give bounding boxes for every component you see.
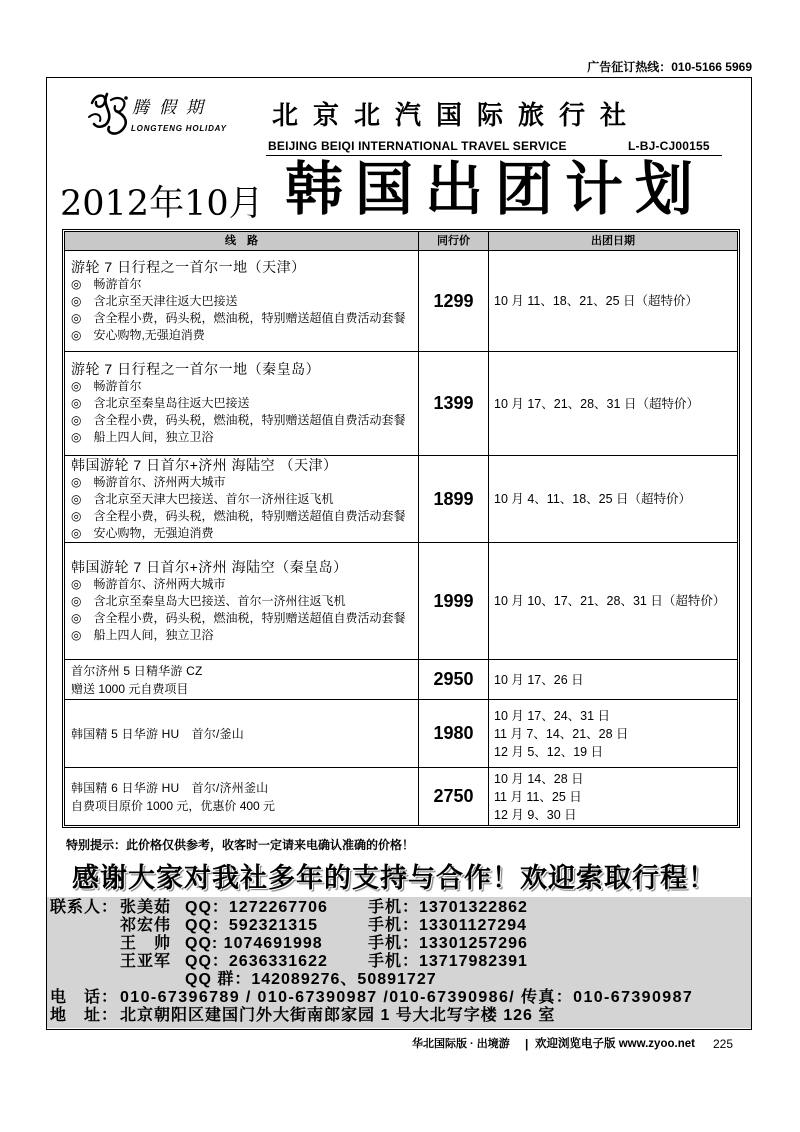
table-row [65,700,737,768]
agency-license: L-BJ-CJ00155 [628,139,710,153]
route-cell [65,352,418,455]
price-cell [418,543,488,659]
contact-qq: QQ：1272267706 [185,899,328,916]
departure-dates: 10 月 14、28 日 [494,771,584,786]
table-row [65,543,737,660]
phone-label: 电 话： [50,989,119,1006]
route-detail: 赠送 1000 元自费项目 [71,681,189,696]
departure-dates: 10 月 10、17、21、28、31 日（超特价） [494,594,726,608]
table-row [65,456,737,543]
route-detail: ◎ 含全程小费，码头税，燃油税，特别赠送超值自费活动套餐 [71,413,406,427]
route-detail: ◎ 畅游首尔 [71,276,142,291]
departure-dates: 10 月 17、26 日 [494,672,584,687]
price-notice: 特别提示：此价格仅供参考，收客时一定请来电确认准确的价格！ [66,838,415,852]
route-title: 游轮 7 日行程之一首尔一地（天津） [71,258,306,275]
contact-mobile: 手机：13301127294 [368,917,528,934]
departure-dates: 12 月 9、30 日 [494,807,577,822]
dates-cell [488,543,737,659]
departure-dates: 10 月 11、18、21、25 日（超特价） [494,294,699,308]
table-row [65,768,737,825]
route-detail: ◎ 含全程小费，码头税，燃油税，特别赠送超值自费活动套餐 [71,610,406,625]
table-row [65,352,737,456]
dates-cell [488,660,737,699]
route-detail: 自费项目原价 1000 元，优惠价 400 元 [71,798,276,813]
price-cell [418,456,488,542]
route-cell [65,251,418,351]
route-detail: ◎ 畅游首尔、济州两大城市 [71,576,226,591]
table-row [65,660,737,700]
departure-dates: 12 月 5、12、19 日 [494,744,604,759]
departure-dates: 10 月 17、24、31 日 [494,708,611,723]
route-detail: ◎ 含全程小费，码头税，燃油税，特别赠送超值自费活动套餐 [71,508,406,523]
contact-mobile: 手机：13717982391 [368,953,528,970]
logo-name-cn: 腾假期 [132,98,213,117]
contact-line [50,917,750,935]
route-cell [65,660,418,699]
price-value: 2950 [433,669,474,689]
contact-qq: QQ：2636331622 [185,953,328,970]
route-detail: ◎ 含北京至秦皇岛往返大巴接送 [71,396,250,410]
price-cell [418,700,488,767]
contacts-label: 联系人： [50,899,119,916]
route-cell [65,768,418,825]
price-value: 1399 [433,393,474,413]
route-detail: ◎ 含全程小费，码头税，燃油税，特别赠送超值自费活动套餐 [71,310,406,325]
contact-name: 王亚军 [120,953,172,970]
price-cell [418,768,488,825]
schedule-table [62,229,740,828]
table-row [65,251,737,352]
route-title: 韩国精 6 日华游 HU 首尔/济州釜山 [71,780,269,795]
contact-name: 张美茹 [120,899,172,916]
route-detail: ◎ 安心购物，无强迫消费 [71,525,214,540]
price-cell [418,352,488,455]
route-title: 韩国游轮 7 日首尔+济州 海陆空 （天津） [71,456,338,473]
contact-qq: QQ：592321315 [185,917,318,934]
route-title: 首尔济州 5 日精华游 CZ [71,663,203,678]
route-detail: ◎ 畅游首尔、济州两大城市 [71,474,226,489]
route-title: 韩国游轮 7 日首尔+济州 海陆空（秦皇岛） [71,558,348,575]
dates-cell [488,251,737,351]
agency-name-cn: 北京北汽国际旅行社 [272,100,642,130]
address-line [50,1007,750,1025]
contact-line [50,953,750,971]
slogan: 感谢大家对我社多年的支持与合作！欢迎索取行程！ [72,863,716,893]
departure-dates: 10 月 17、21、28、31 日（超特价） [494,396,699,411]
phone-value: 010-67396789 / 010-67390987 /010-67390986/ 传真：010-67390987 [120,989,694,1006]
header-route: 线 路 [225,235,258,247]
header-price: 同行价 [418,232,488,250]
dates-cell [488,768,737,825]
route-detail: ◎ 含北京至秦皇岛大巴接送、首尔一济州往返飞机 [71,593,346,608]
route-detail: ◎ 畅游首尔 [71,379,142,393]
table-header-row [65,232,737,251]
dates-cell [488,456,737,542]
title-period: 2012年10月 [60,184,264,224]
footer-site: 欢迎浏览电子版 www.zyoo.net [535,1038,695,1050]
route-cell [65,456,418,542]
route-detail: ◎ 安心购物,无强迫消费 [71,327,205,342]
contact-mobile: 手机：13701322862 [368,899,528,916]
route-detail: ◎ 船上四人间，独立卫浴 [71,627,214,642]
route-detail: ◎ 船上四人间，独立卫浴 [71,430,214,444]
contact-line [50,935,750,953]
page-title: 韩国出团计划 [285,157,706,222]
route-detail: ◎ 含北京至天津大巴接送、首尔一济州往返飞机 [71,491,334,506]
price-value: 1980 [433,723,474,743]
header-dates: 出团日期 [488,232,737,250]
route-cell [65,543,418,659]
departure-dates: 10 月 4、11、18、25 日（超特价） [494,492,692,506]
longteng-logo-icon [86,90,134,138]
price-cell [418,660,488,699]
price-value: 2750 [433,786,474,806]
contact-qq: QQ: 1074691998 [185,935,323,952]
qq-group: QQ 群：142089276、50891727 [185,971,437,988]
route-title: 游轮 7 日行程之一首尔一地（秦皇岛） [71,361,321,377]
qq-group-line [50,971,750,989]
price-value: 1299 [433,290,474,311]
departure-dates: 11 月 11、25 日 [494,789,582,804]
dates-cell [488,352,737,455]
dates-cell [488,700,737,767]
route-title: 韩国精 5 日华游 HU 首尔/釜山 [71,726,244,741]
page-number: 225 [713,1037,734,1051]
footer-section: 华北国际版 · 出境游 [412,1038,510,1050]
price-value: 1899 [433,488,474,509]
price-cell [418,251,488,351]
route-detail: ◎ 含北京至天津往返大巴接送 [71,293,238,308]
contact-mobile: 手机：13301257296 [368,935,528,952]
agency-name-en: BEIJING BEIQI INTERNATIONAL TRAVEL SERVICE [268,139,567,153]
contact-line [50,899,750,917]
contact-name: 祁宏伟 [120,917,172,934]
ad-hotline: 广告征订热线：010-5166 5969 [587,60,752,74]
address-label: 地 址： [50,1007,119,1024]
departure-dates: 11 月 7、14、21、28 日 [494,726,629,741]
price-value: 1999 [433,590,474,611]
logo-name-en: LONGTENG HOLIDAY [131,124,227,133]
address-value: 北京朝阳区建国门外大街南郎家园 1 号大北写字楼 126 室 [120,1007,556,1024]
route-cell [65,700,418,767]
footer-separator: | [525,1037,529,1051]
header-divider [266,155,722,156]
phone-line [50,989,750,1007]
contact-name: 王 帅 [120,935,172,952]
